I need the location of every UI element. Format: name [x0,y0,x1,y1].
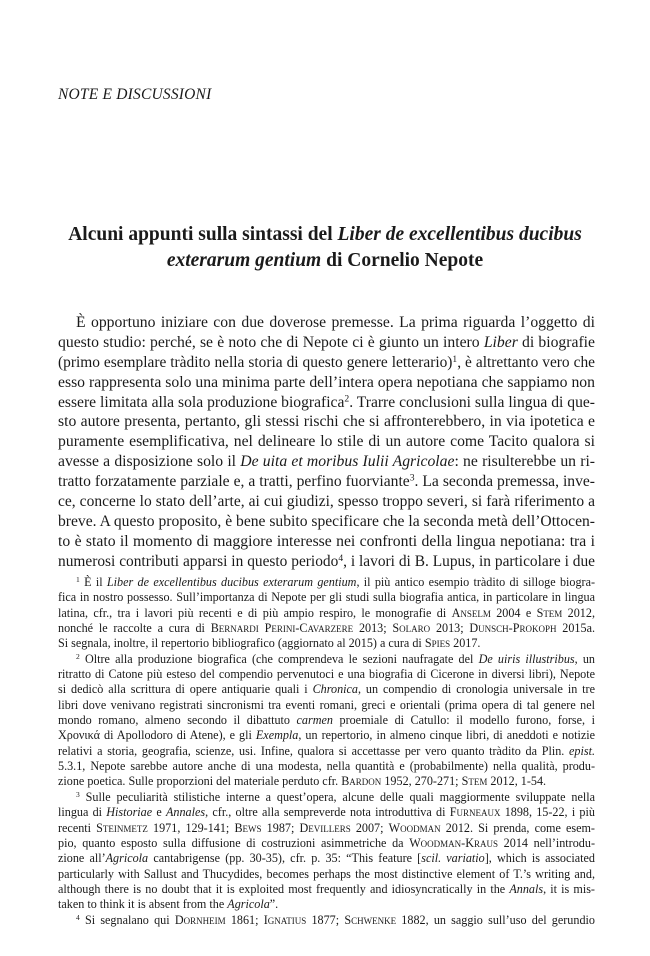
body-line: breve. A questo proposito, è bene subito specificare che la seconda metà dell’Ottocen- [58,512,595,530]
footnote-line: $^2$ Oltre alla produzione biografica (che comprendeva le sezioni naufragate del De uiris illustribus, un [76,651,595,666]
footnote-ref[interactable]: 4 [338,552,344,564]
body-line: (primo esemplare tràdito nella storia di questo genere letterario)$^1$, è altrettanto vero che [58,353,595,371]
footnote-line: although there is no doubt that it is exploited most frequently and idiosyncratically in the Annals, it is mis- [58,881,595,896]
footnote-line: mondo romano, almeno secondo il dibattuto carmen proemiale di Catullo: il modello furono, forse, i [58,713,595,728]
body-text [58,313,595,572]
body-line: questo studio: perché, se è noto che di Nepote ci è giunto un intero Liber di biografie [58,333,596,351]
footnote-line: Χρονικά di Apollodoro di Atene), e gli Exempla, un repertorio, in almeno cinque libri, di aneddoti e notizie [58,728,596,743]
footnote-ref[interactable]: 3 [409,472,415,484]
footnote-line: $^1$ È il Liber de excellentibus ducibus exterarum gentium, il più antico esempio tràdito di silloge biogra- [76,574,595,589]
footnote-line: 5.3.1, Nepote sarebbe autore anche di una modesta, nella quantità e (probabilmente) nella qualità, produ- [58,759,595,774]
body-line: avesse a disposizione solo il De uita et moribus Iulii Agricolae: ne risulterebbe un ri- [58,453,596,471]
footnote-line: latina, cfr., tra i lavori più recenti e di più ampio respiro, le monografie di Anselm 2004 e Stem 2012, [58,605,595,620]
footnote-line: ritratto di Catone più esteso del compendio pervenutoci e una biografia di Cicerone in diversi libri), Nepote [58,667,595,682]
footnote-line: lingua di Historiae e Annales, cfr., oltre alla sempreverde nota introduttiva di Furneaux 1898, 15-22, i più [58,805,595,820]
footnote-line: relativi a storia, geografia, scienze, usi. Infine, qualora si accettasse per vero quanto tràdito da Plin. epist. [58,743,595,758]
footnote-line: pio, quanto esposto sulla diffusione di costruzioni asimmetriche da Woodman-Kraus 2014 nell’introdu- [58,835,595,850]
footnote-number: 1 [76,574,80,584]
footnote-line: si dedicò alla scrittura di opere antiquarie quali i Chronica, un compendio di cronologia universale in tre [58,682,595,697]
body-line: È opportuno iniziare con due doverose premesse. La prima riguarda l’oggetto di [76,314,595,331]
footnote-line: recenti Steinmetz 1971, 129-141; Bews 1987; Devillers 2007; Woodman 2012. Si prenda, come esem- [58,820,595,835]
body-line: essere limitata alla sola produzione biografica$^2$. Trarre conclusioni sulla lingua di que- [58,393,595,411]
footnote-number: 2 [76,651,80,661]
body-line: sto autore presenta, pertanto, gli stessi rischi che si affronterebbero, in via ipotetica e [58,413,595,431]
footnote-line: $^4$ Si segnalano qui Dornheim 1861; Ignatius 1877; Schwenke 1882, un saggio sull’uso del gerundio [76,912,595,927]
body-line: tratto forzatamente parziale e, a tratti, perfino fuorviante$^3$. La seconda premessa, inve- [58,472,595,491]
footnote-line: $^3$ Sulle peculiarità stilistiche interne a quest’opera, alcune delle quali maggiormente sviluppate nella [76,789,595,804]
body-line: esso rappresenta solo una minima parte dell’intera opera nepotiana che sappiamo non [58,373,595,391]
title-line-1: Alcuni appunti sulla sintassi del Liber de excellentibus ducibus [68,224,582,245]
footnote-line: taken to think it is absent from the Agricola”. [58,897,279,912]
body-line: ce, concerne lo stato dell’arte, ai cui giudizi, spesso troppo severi, si farà riferimento a [58,493,595,511]
footnote-ref[interactable]: 2 [344,393,350,405]
footnote-line: nonché le raccolte a cura di Bernardi Perini-Cavarzere 2013; Solaro 2013; Dunsch-Prokoph 2015a. [58,621,595,636]
footnotes [58,575,595,928]
title-line-2: exterarum gentium di Cornelio Nepote [166,250,484,271]
article-title [40,222,610,274]
footnote-ref[interactable]: 1 [452,353,458,365]
footnote-line: libri dove venivano registrati sincronismi tra eventi romani, greci e orientali (prima opera di tal genere nel [58,697,595,712]
body-line: numerosi contributi apparsi in questo periodo$^4$, i lavori di B. Lupus, in particolare i due [58,552,595,570]
section-header: NOTE E DISCUSSIONI [58,86,212,103]
footnote-line: fica in nostro possesso. Sull’importanza di Nepote per gli studi sulla biografia antica, in particolare in lingua [58,590,595,605]
footnote-line: zione all’Agricola cantabrigense (pp. 30-35), cfr. p. 35: “This feature [scil. variatio], which is associated [58,851,595,866]
body-line: to è stato il momento di maggiore interesse nei confronti della lingua nepotiana: tra i [58,532,595,550]
footnote-line: particularly with Sallust and Thucydides, becomes perhaps the most distinctive element of T.’s writing and, [58,866,595,881]
footnote-line: zione poetica. Sulle proporzioni del materiale perduto cfr. Bardon 1952, 270-271; Stem 2012, 1-54. [58,774,547,789]
footnote-number: 4 [76,912,80,922]
footnote-number: 3 [76,789,80,799]
body-line: puramente esemplificativa, nel delineare lo stile di un autore come Tacito qualora si [58,433,595,451]
footnote-line: Si segnala, inoltre, il repertorio bibliografico (aggiornato al 2015) a cura di Spies 2017. [58,636,481,651]
